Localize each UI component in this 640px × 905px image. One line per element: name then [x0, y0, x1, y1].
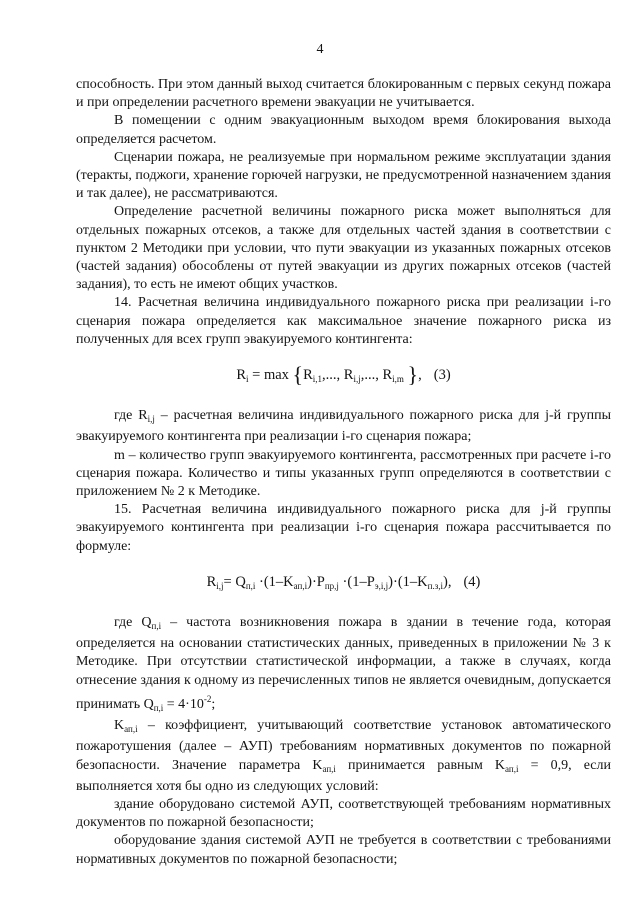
- formula-number: (4): [463, 573, 481, 590]
- formula-number: (3): [433, 367, 451, 384]
- paragraph-item-14: 14. Расчетная величина индивидуального пожарного риска при реализации i-го сценария пожара определяется как максимальное значение пожарного риска из полученных для всех групп эвакуируемого контингента:: [76, 295, 611, 347]
- list-item: здание оборудовано системой АУП, соответствующей требованиям нормативных документов по пожарной безопасности;: [76, 796, 611, 831]
- formula-4: $R_{i,j}= Q_{п,i} \cdot(1-K_{ап,i})\cdot P_{пр,j} \cdot(1-P_{э,i,j})\cdot(1-K_{п.з,i})$, (4): [206, 573, 481, 591]
- paragraph: Сценарии пожара, не реализуемые при нормальном режиме эксплуатации здания (теракты, поджоги, хранение горючей нагрузки, не предусмотренной назначением здания и так далее), не рассматриваются.: [76, 149, 611, 202]
- document-body: [76, 76, 611, 869]
- formula-3: $R_i = \max \{R_{i,1}$,..., $R_{i,j}$,..., $R_{i,m}$ }, (3): [236, 362, 451, 388]
- paragraph: где $R_{i,j}$ – расчетная величина индивидуального пожарного риска для j-й группы эвакуируемого контингента при реализации i-го сценария пожара;: [76, 408, 611, 445]
- paragraph: Определение расчетной величины пожарного риска может выполняться для отдельных пожарных отсеков, а также для отдельных частей здания в соответствии с пунктом 2 Методики при условии, что пути эвакуации из указанных пожарных отсеков (частей задания) обособлены от путей эвакуации из других пожарных отсеков (частей задания), то есть не имеют общих участков.: [76, 204, 611, 293]
- page-number: 4: [316, 42, 324, 57]
- list-item: оборудование здания системой АУП не требуется в соответствии с требованиями нормативных документов по пожарной безопасности;: [76, 833, 611, 867]
- paragraph: где $Q_{п,i}$ – частота возникновения пожара в здании в течение года, которая определяется на основании статистических данных, приведенных в приложении № 3 к Методике. При отсутствии статистической информации, а также в случаях, когда отнесение здания к одному из перечисленных типов не является очевидным, допускается принимать $Q_{п,i} = 4\cdot 10^{-2}$;: [76, 615, 611, 713]
- paragraph: В помещении с одним эвакуационным выходом время блокирования выхода определяется расчетом.: [76, 113, 611, 147]
- paragraph-item-15: 15. Расчетная величина индивидуального пожарного риска для j-й группы эвакуируемого контингента при реализации i-го сценария пожара рассчитывается по формуле:: [76, 502, 611, 554]
- paragraph: способность. При этом данный выход считается блокированным с первых секунд пожара и при определении расчетного времени эвакуации не учитывается.: [76, 77, 611, 111]
- paragraph: m – количество групп эвакуируемого контингента, рассмотренных при расчете i-го сценария пожара. Количество и типы указанных групп определяются в соответствии с приложением № 2 к Методике.: [76, 447, 611, 500]
- paragraph: $K_{ап,i}$ – коэффициент, учитывающий соответствие установок автоматического пожаротушения (далее – АУП) требованиям нормативных документов по пожарной безопасности. Значение параметра $K_{ап,i}$ принимается равным $K_{ап,i} = 0,9$, если выполняется хотя бы одно из следующих условий:: [76, 718, 612, 794]
